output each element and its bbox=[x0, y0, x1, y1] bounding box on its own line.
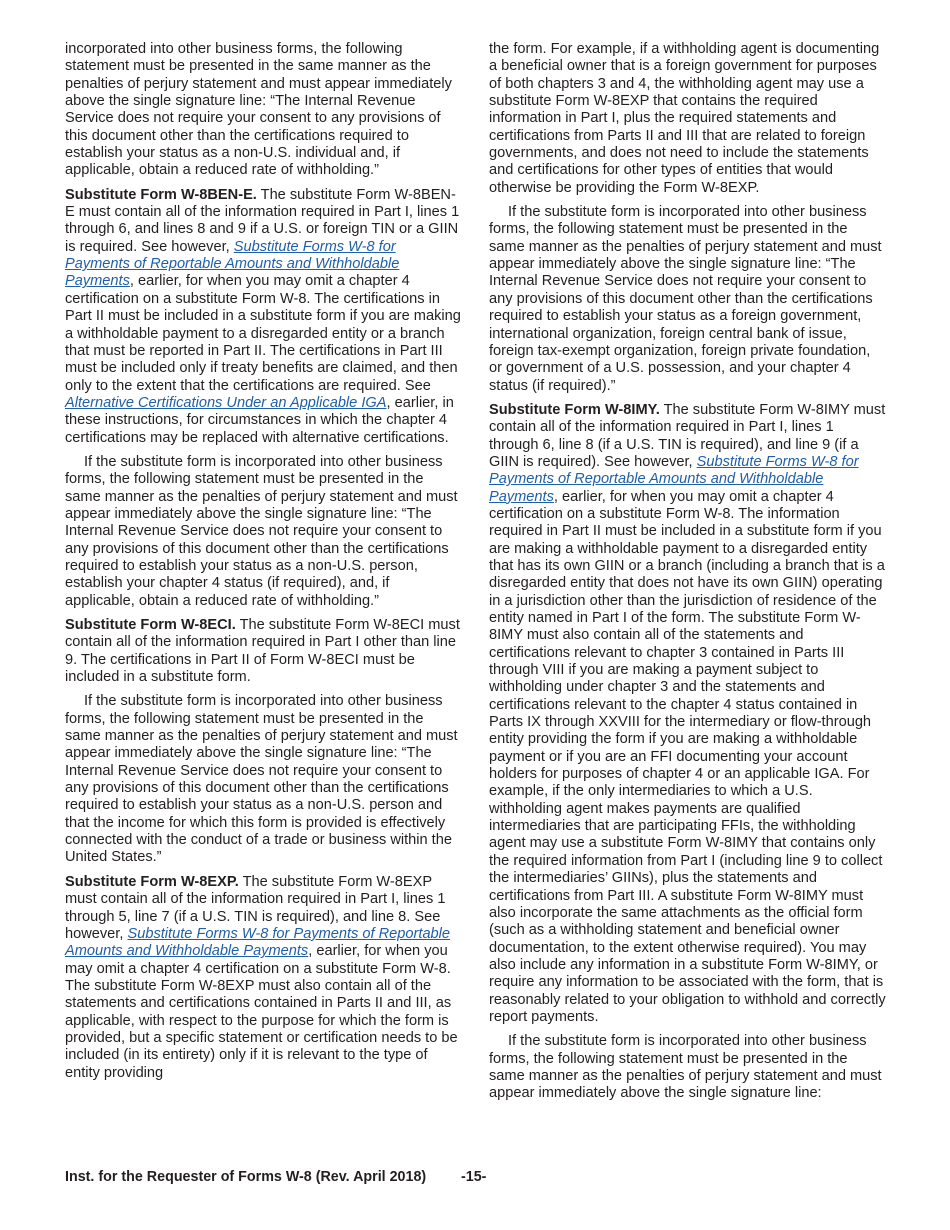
left-column bbox=[65, 41, 463, 1089]
body-text: The substitute Form W-8IMY must contain all of the information required in Part I, lines 1 through 6, line 8 (if a U.S. TIN is required), and line 9 (if a GIIN is required). See however, bbox=[489, 401, 886, 470]
body-text: , earlier, for when you may omit a chapter 4 certification on a substitute Form W-8. The information required in Part II must be included in a substitute form if you are making a withholdable payment to a disregarded entity that has its own GIIN or a branch (including a branch that is a disregarded entity that does not have its own GIIN) operating in a jurisdiction other than the jurisdiction of residence of the entity named in Part I of the form. The substitute Form W-8IMY must also contain all of the statements and certifications relevant to chapter 3 contained in Parts III through VIII if you are making a payment subject to withholding under chapter 3 and the statements and certifications relevant to the chapter 4 status contained in Parts IX through XXVIII for the intermediary or flow-through entity providing the form if you are making a withholdable payment or if you are an FFI documenting your account holders for purposes of chapter 4 or an applicable IGA. For example, if the only intermediaries to which a U.S. withholding agent makes payments are qualified intermediaries that are participating FFIs, the withholding agent may use a substitute Form W-8IMY that contains only the required information from Part I (including line 9 to collect the intermediaries’ GIINs), plus the statements and certifications from Part III. A substitute Form W-8IMY must also incorporate the same attachments as the official form (such as a withholding statement and beneficial owner documentation, to the extent otherwise required). You may also include any information in a substitute Form W-8IMY, or require any information to be associated with the form, that is reasonably related to your obligation to withhold and correctly report payments. bbox=[489, 488, 886, 1025]
paragraph: the form. For example, if a withholding agent is documenting a beneficial owner that is a foreign government for purposes of both chapters 3 and 4, the withholding agent may use a substitute Form W-8EXP that contains the required information in Part I, plus the required statements and certifications from Parts II and III that are related to foreign governments, and does not need to include the statements and certifications for other types of entities that would otherwise be providing the Form W-8EXP. bbox=[489, 41, 880, 196]
substitute-forms-link[interactable]: Substitute Forms W-8 for Payments of Reportable Amounts and Withholdable Payments bbox=[65, 925, 451, 960]
substitute-forms-link[interactable]: Substitute Forms W-8 for Payments of Reportable Amounts and Withholdable Payments bbox=[65, 238, 400, 290]
body-text: , earlier, for when you may omit a chapter 4 certification on a substitute Form W-8. The substitute Form W-8EXP must also contain all of the statements and certifications contained in Parts II and III, as applicable, with respect to the purpose for which the form is provided, but a specific statement or certification needs to be included (in its entirety) only if it is relevant to the type of entity providing bbox=[65, 943, 458, 1081]
alternative-certifications-link[interactable]: Alternative Certifications Under an Applicable IGA bbox=[65, 394, 387, 411]
section-heading: Substitute Form W-8EXP. bbox=[65, 873, 239, 890]
body-text: The substitute Form W-8EXP must contain all of the information required in Part I, lines 1 through 5, line 7 (if a U.S. TIN is required), and line 8. See however, bbox=[65, 873, 446, 942]
paragraph: If the substitute form is incorporated into other business forms, the following statement must be presented in the same manner as the penalties of perjury statement and must appear immediately above the single signature line: “The Internal Revenue Service does not require your consent to any provisions of this document other than the certifications required to establish your status as a foreign government, international organization, foreign central bank of issue, foreign tax-exempt organization, foreign private foundation, or government of a U.S. possession, and your chapter 4 status (if required).” bbox=[489, 204, 882, 394]
section-heading: Substitute Form W-8ECI. bbox=[65, 617, 236, 633]
body-text: The substitute Form W-8ECI must contain all of the information required in Part I other than line 9. The certifications in Part II of Form W-8ECI must be included in a substitute form. bbox=[65, 617, 460, 686]
page-number: -15- bbox=[461, 1169, 487, 1185]
substitute-forms-link[interactable]: Substitute Forms W-8 for Payments of Reportable Amounts and Withholdable Payments bbox=[489, 453, 859, 505]
paragraph: If the substitute form is incorporated into other business forms, the following statement must be presented in the same manner as the penalties of perjury statement and must appear immediately above the single signature line: bbox=[489, 1033, 882, 1102]
section-w8bene bbox=[65, 187, 463, 447]
paragraph: If the substitute form is incorporated into other business forms, the following statement must be presented in the same manner as the penalties of perjury statement and must appear immediately above the single signature line: “The Internal Revenue Service does not require your consent to any provisions of this document other than the certifications required to establish your status as a non-U.S. person and that the income for which this form is provided is effectively connected with the conduct of a trade or business within the United States.” bbox=[65, 693, 458, 866]
section-w8eci bbox=[65, 617, 463, 686]
right-column bbox=[489, 41, 887, 1110]
paragraph: If the substitute form is incorporated into other business forms, the following statement must be presented in the same manner as the penalties of perjury statement and must appear immediately above the single signature line: “The Internal Revenue Service does not require your consent to any provisions of this document other than the certifications required to establish your status as a non-U.S. person, establish your chapter 4 status (if required), and, if applicable, obtain a reduced rate of withholding.” bbox=[65, 453, 458, 609]
paragraph: incorporated into other business forms, the following statement must be presented in the same manner as the penalties of perjury statement and must appear immediately above the single signature line: “The Internal Revenue Service does not require your consent to any provisions of this document other than the certifications required to establish your status as a non-U.S. individual and, if applicable, obtain a reduced rate of withholding.” bbox=[65, 41, 452, 179]
section-w8imy bbox=[489, 402, 887, 1026]
section-heading: Substitute Form W-8IMY. bbox=[489, 401, 660, 418]
body-text: , earlier, for when you may omit a chapter 4 certification on a substitute Form W-8. The certifications in Part II must be included in a substitute form if you are making a withholdable payment to a disregarded entity or a branch that must be reported in Part II. The certifications in Part III must be included only if treaty benefits are claimed, and then only to the extent that the certifications are required. See bbox=[65, 273, 461, 394]
body-text: The substitute Form W-8BEN-E must contain all of the information required in Part I, lines 1 through 6, and lines 8 and 9 if a U.S. or foreign TIN or a GIIN is required. See however, bbox=[65, 186, 460, 255]
footer-form-name: Inst. for the Requester of Forms W-8 (Rev. April 2018) bbox=[65, 1169, 427, 1185]
section-w8exp bbox=[65, 874, 463, 1082]
body-text: , earlier, in these instructions, for circumstances in which the chapter 4 certifications may be replaced with alternative certifications. bbox=[65, 394, 454, 446]
section-heading: Substitute Form W-8BEN-E. bbox=[65, 186, 257, 203]
